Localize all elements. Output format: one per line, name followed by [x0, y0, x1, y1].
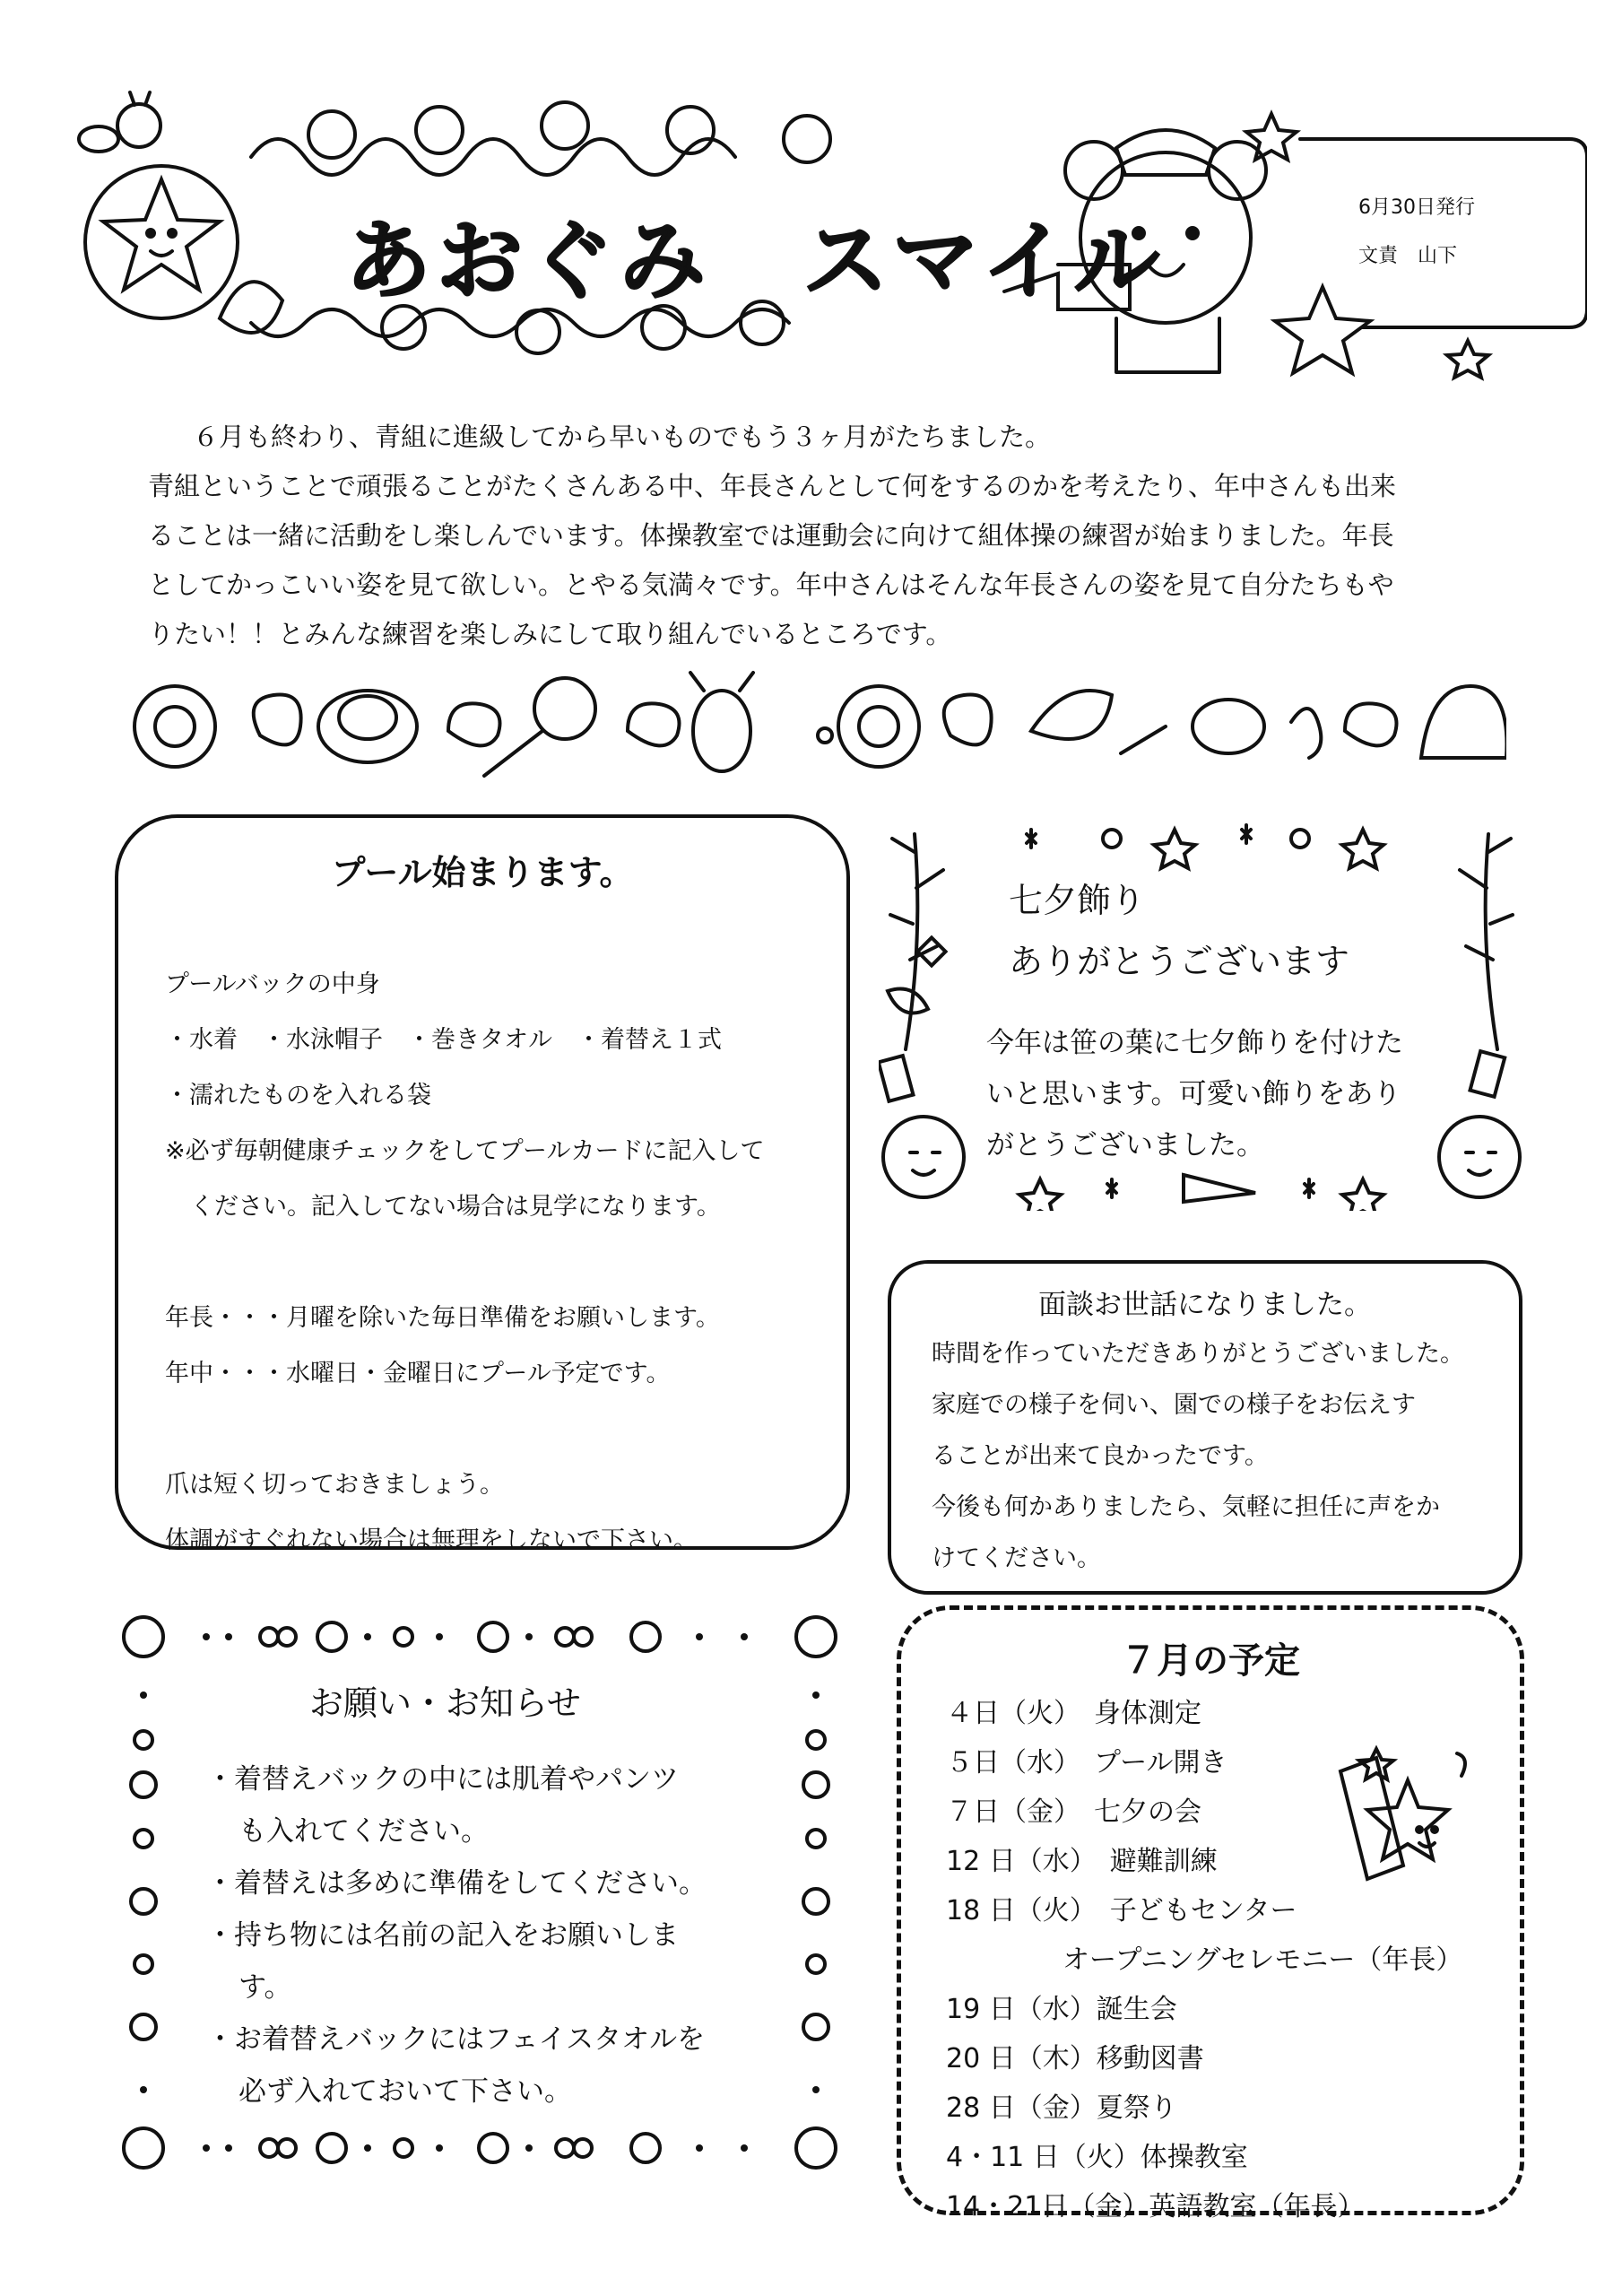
issue-author: 文責 山下	[1358, 245, 1458, 267]
tanabata-title	[1009, 870, 1349, 992]
tanabata-body	[986, 1018, 1470, 1171]
interview-line: 時間を作っていただきありがとうございました。	[932, 1340, 1464, 1368]
tanabata-title-line: ありがとうございます	[1009, 942, 1350, 981]
pool-health: 体調がすぐれない場合は無理をしないで下さい。	[165, 1526, 698, 1554]
schedule-item: ４日（火） 身体測定	[946, 1698, 1201, 1729]
july-schedule-box	[897, 1605, 1524, 2222]
schedule-item: オープニングセレモニー（年長）	[1063, 1944, 1463, 1976]
interview-title: 面談お世話になりました。	[1038, 1289, 1372, 1321]
pool-contents-heading: プールバックの中身	[165, 970, 380, 998]
pool-body	[165, 957, 828, 1569]
notice-line: す。	[239, 1971, 292, 2004]
notice-line: 必ず入れておいて下さい。	[239, 2075, 572, 2108]
star-flags-illustration	[1323, 1735, 1484, 1897]
notice-line: も入れてください。	[239, 1815, 489, 1848]
schedule-item: 28 日（金）夏祭り	[946, 2092, 1177, 2124]
tanabata-body-line: 今年は笹の葉に七夕飾りを付けた	[986, 1027, 1403, 1059]
schedule-item: 4・11 日（火）体操教室	[946, 2142, 1248, 2173]
issue-date: 6月30日発行	[1358, 196, 1475, 219]
pool-nenchu: 年中・・・水曜日・金曜日にプール予定です。	[165, 1360, 671, 1387]
tanabata-title-line: 七夕飾り	[1009, 881, 1146, 920]
schedule-item: 18 日（火） 子どもセンター	[946, 1895, 1297, 1926]
schedule-item: 12 日（水） 避難訓練	[946, 1846, 1218, 1877]
schedule-title: ７月の予定	[1121, 1640, 1300, 1682]
notice-body	[206, 1753, 771, 2118]
interview-line: 今後も何かありましたら、気軽に担任に声をか	[932, 1493, 1440, 1521]
schedule-item: ７日（金） 七夕の会	[946, 1796, 1201, 1828]
notice-title: お願い・お知らせ	[309, 1683, 581, 1723]
schedule-item: 14・21日（金）英語教室（年長）	[946, 2191, 1365, 2222]
schedule-item: 19 日（水）誕生会	[946, 1994, 1177, 2025]
pool-nencho: 年長・・・月曜を除いた毎日準備をお願いします。	[165, 1304, 720, 1332]
pool-note: ※必ず毎朝健康チェックをしてプールカードに記入して	[165, 1137, 765, 1165]
interview-line: 家庭での様子を伺い、園での様子をお伝えす	[932, 1391, 1416, 1419]
pool-nails: 爪は短く切っておきましょう。	[165, 1471, 504, 1499]
newsletter-title: あおぐみ スマイル	[345, 211, 1166, 311]
interview-line: けてください。	[932, 1544, 1101, 1572]
notice-line: ・持ち物には名前の記入をお願いしま	[206, 1919, 679, 1952]
interview-line: ることが出来て良かったです。	[932, 1442, 1269, 1470]
schedule-item: 20 日（木）移動図書	[946, 2043, 1204, 2074]
intro-text	[148, 413, 1493, 659]
pool-items: ・水着 ・水泳帽子 ・巻きタオル ・着替え１式	[165, 1026, 722, 1054]
summer-decoration-row	[126, 668, 1506, 785]
interview-thanks-box	[888, 1260, 1522, 1595]
pool-note: ください。記入してない場合は見学になります。	[190, 1193, 721, 1221]
issue-info	[1358, 184, 1475, 281]
notice-line: ・お着替えバックにはフェイスタオルを	[206, 2023, 706, 2056]
intro-line: りたい！！とみんな練習を楽しみにして取り組んでいるところです。	[148, 619, 952, 649]
interview-body	[932, 1328, 1505, 1584]
intro-line: 青組ということで頑張ることがたくさんある中、年長さんとして何をするのかを考えたり、年中さんも出来	[148, 471, 1397, 501]
pool-items: ・濡れたものを入れる袋	[165, 1082, 431, 1109]
schedule-item: ５日（水） プール開き	[946, 1747, 1227, 1779]
intro-line: ６月も終わり、青組に進級してから早いものでもう３ヶ月がたちました。	[193, 422, 1052, 452]
intro-line: ることは一緒に活動をし楽しんでいます。体操教室では運動会に向けて組体操の練習が始まりました。年長	[148, 520, 1394, 551]
tanabata-body-line: いと思います。可愛い飾りをあり	[986, 1078, 1401, 1110]
intro-line: としてかっこいい姿を見て欲しい。とやる気満々です。年中さんはそんな年長さんの姿を見て自分たちもや	[148, 570, 1394, 600]
notice-line: ・着替えは多めに準備をしてください。	[206, 1867, 707, 1900]
tanabata-body-line: がとうございました。	[986, 1129, 1264, 1161]
notice-line: ・着替えバックの中には肌着やパンツ	[206, 1763, 679, 1796]
pool-info-box	[115, 814, 850, 1554]
pool-title: プール始まります。	[331, 853, 634, 892]
